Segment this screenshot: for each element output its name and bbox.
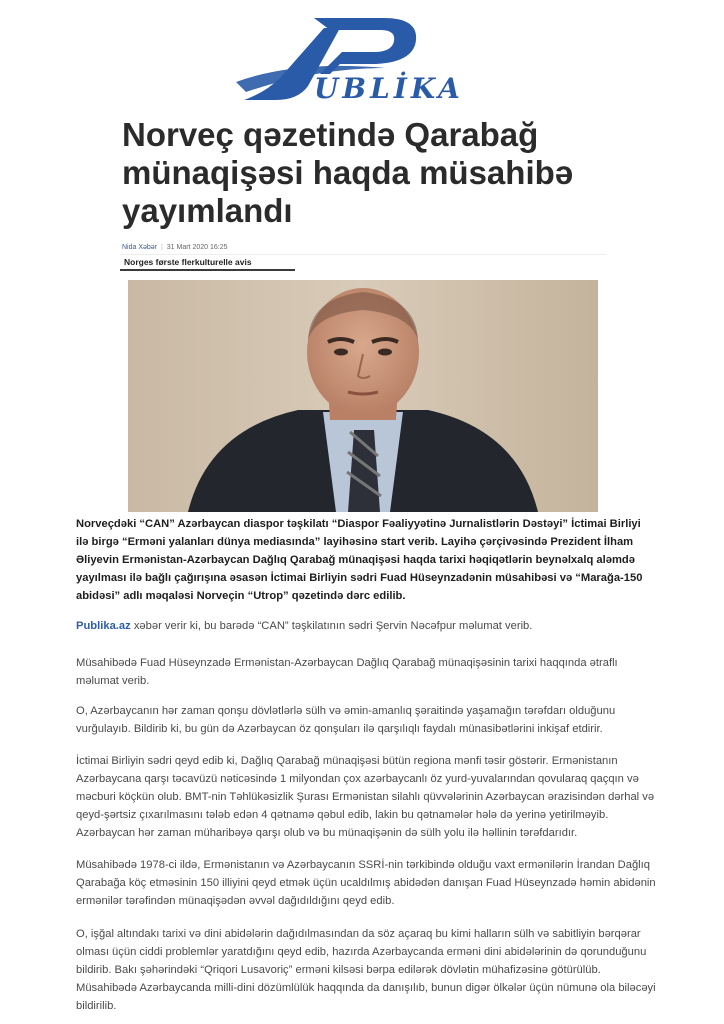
article-title: Norveç qəzetində Qarabağ münaqişəsi haqda müsahibə yayımlandı bbox=[122, 116, 574, 229]
article-paragraph: Müsahibədə 1978-ci ildə, Ermənistanın və Azərbaycanın SSRİ-nin tərkibində olduğu vaxt ermənilərin İrandan Dağlıq Qarabağa köç etməsinin 150 illiyini qeyd etmək üçün ucaldılmış abidədən danışan Fuad Hüseynzadə həmin abidənin ermənilər tərəfindən münaqişədən əvvəl dağıdıldığını qeyd edib. bbox=[76, 859, 656, 907]
byline-author: Nida Xəbər bbox=[122, 244, 158, 251]
image-byline: Nida Xəbər | 31 Mart 2020 16:25 bbox=[122, 244, 228, 251]
article-paragraph: O, Azərbaycanın hər zaman qonşu dövlətlərlə sülh və əmin-amanlıq şəraitində yaşamağın tərəfdarı olduğunu vurğulayıb. Bildirib ki, bu gün də Azərbaycan öz qonşuları ilə qarşılıqlı faydalı münasibətlərini inkişaf etdirir. bbox=[76, 705, 616, 735]
image-caption: Norges første flerkulturelle avis bbox=[124, 257, 252, 267]
article-image bbox=[120, 240, 606, 512]
publika-logo[interactable] bbox=[236, 12, 488, 104]
article-paragraph: İctimai Birliyin sədri qeyd edib ki, Dağlıq Qarabağ münaqişəsi bütün regiona mənfi təsir göstərir. Ermənistanın Azərbaycana qarşı təcavüzü nəticəsində 1 milyondan çox azərbaycanlı öz yurd-yuvalarından qovularaq qaçqın və məcburi köçkün olub. BMT-nin Təhlükəsizlik Şurası Ermənistan silahlı qüvvələrinin Azərbaycan ərazisindən dərhal və qeyd-şərtsiz çıxarılmasını tələb edən 4 qətnamə qəbul edib, lakin bu qətnamələr hələ də yerinə yetirilməyib. Azərbaycan hər zaman müharibəyə qarşı olub və bu münaqişənin də sülh yolu ilə həllinin tərəfdarıdır. bbox=[76, 755, 655, 839]
portrait-photo bbox=[128, 280, 598, 512]
article-lead: Norveçdəki “CAN” Azərbaycan diaspor təşkilatı “Diaspor Fəaliyyətinə Jurnalistlərin Dəstəyi” İctimai Birliyi ilə birgə “Erməni yalanları dünya mediasında” layihəsinə start verib. Layihə çərçivəsində Prezident İlham Əliyevin Ermənistan-Azərbaycan Dağlıq Qarabağ münaqişəsi haqda tarixi həqiqətlərin beynəlxalq aləmdə yayılması ilə bağlı çağırışına əsasən İctimai Birliyin sədri Fuad Hüseynzadənin müsahibəsi və “Marağa-150 abidəsi” adlı məqaləsi Norveçin “Utrop” qəzetində dərc edilib. bbox=[76, 518, 643, 602]
image-rule bbox=[120, 254, 606, 255]
article-paragraph-source bbox=[76, 617, 656, 635]
source-link[interactable]: Publika.az bbox=[76, 620, 131, 632]
article-paragraph: Müsahibədə Fuad Hüseynzadə Ermənistan-Azərbaycan Dağlıq Qarabağ münaqişəsinin tarixi haqqında ətraflı məlumat verib. bbox=[76, 657, 618, 687]
article-paragraph: O, işğal altındakı tarixi və dini abidələrin dağıdılmasından da söz açaraq bu kimi halların sülh və sabitliyin bərqərar olması üçün ciddi problemlər yaratdığını qeyd edib, hazırda Azərbaycanda erməni dini abidələrinin də qorunduğunu bildirib. Bakı şəhərindəki “Qriqori Lusavoriç” erməni kilsəsi bərpa edilərək dövlətin mühafizəsinə götürülüb. Müsahibədə Azərbaycanda milli-dini dözümlülük haqqında da danışılıb, bunun digər ölkələr üçün nümunə ola biləcəyi bildirilib. bbox=[76, 928, 656, 1012]
logo-text: UBLİKA bbox=[314, 72, 464, 104]
byline-date: 31 Mart 2020 16:25 bbox=[166, 244, 228, 251]
caption-underline bbox=[120, 269, 295, 271]
source-text: xəbər verir ki, bu barədə “CAN” təşkilatının sədri Şervin Nəcəfpur məlumat verib. bbox=[130, 620, 533, 632]
publika-logo-mark bbox=[236, 12, 488, 104]
